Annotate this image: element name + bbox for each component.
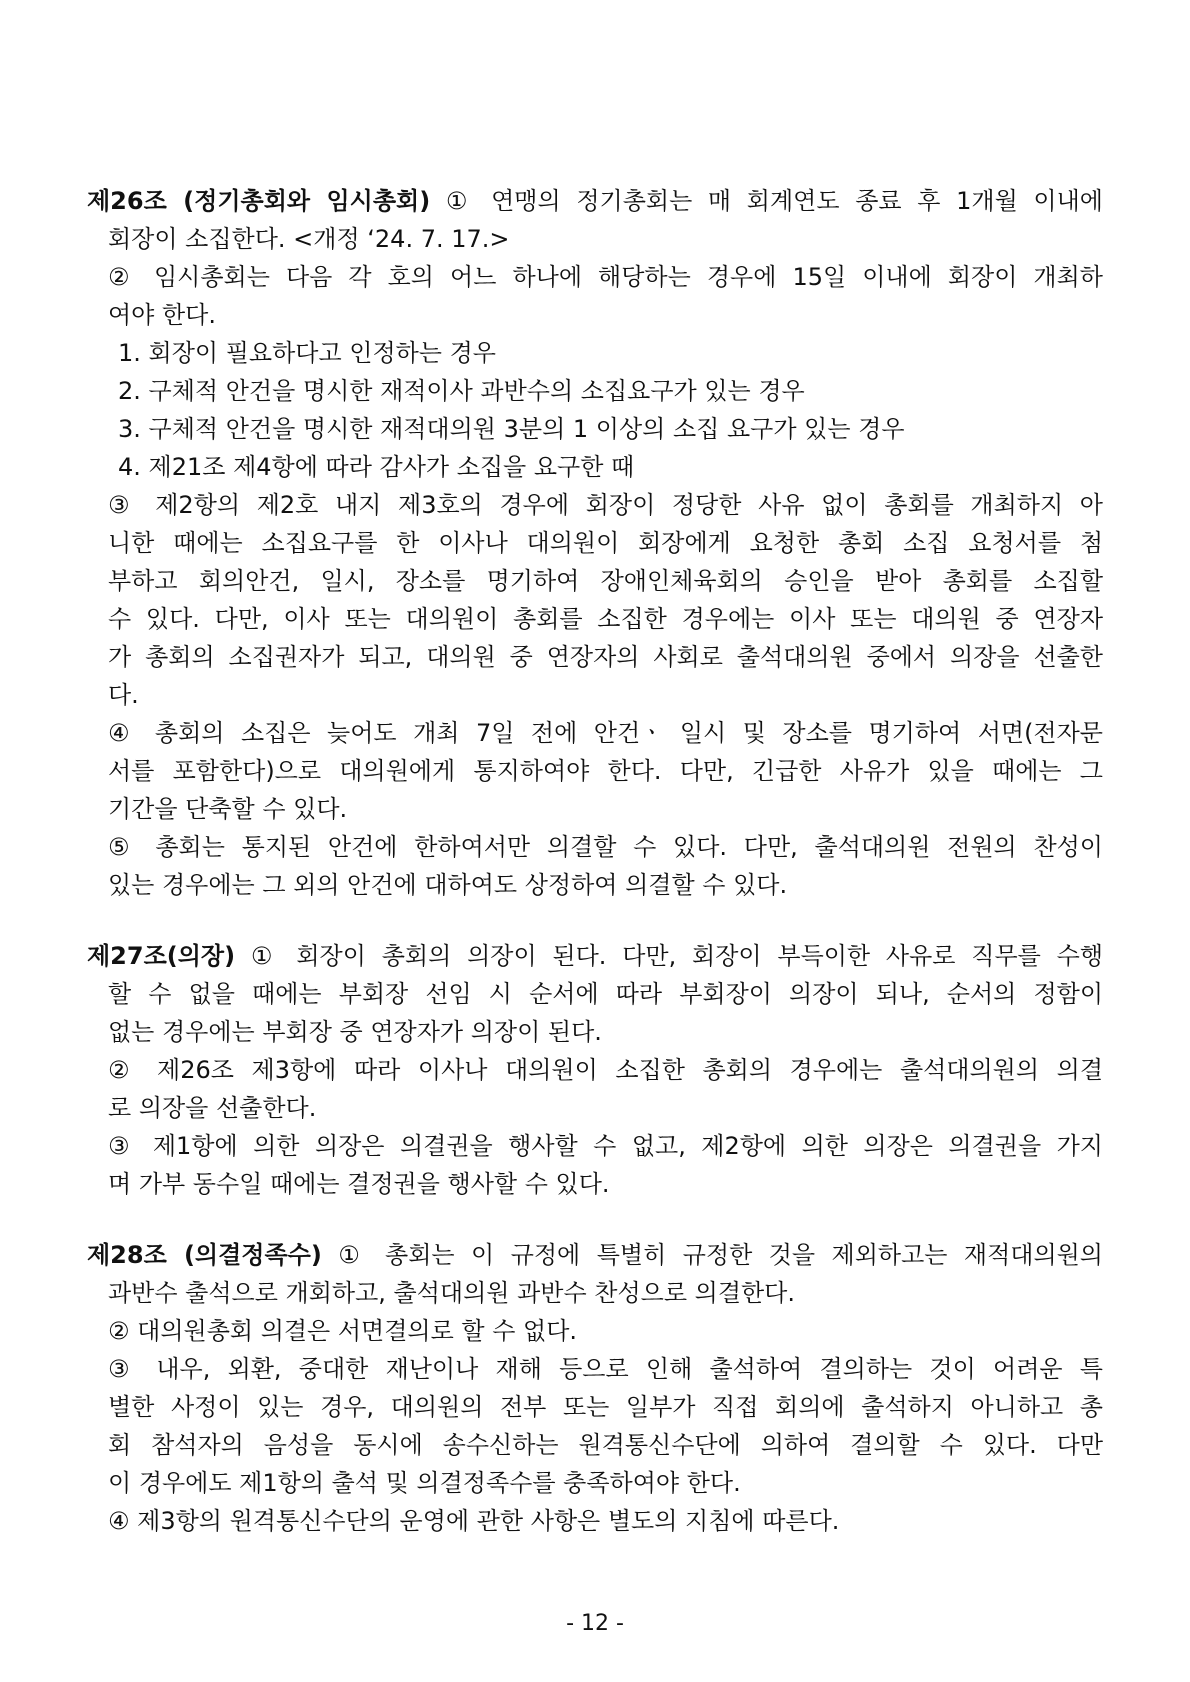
- article-26-line: ④ 총회의 소집은 늦어도 개최 7일 전에 안건ㆍ 일시 및 장소를 명기하여 서면(전자문: [108, 719, 1103, 747]
- article-26-line: 수 있다. 다만, 이사 또는 대의원이 총회를 소집한 경우에는 이사 또는 대의원 중 연장자: [108, 605, 1103, 633]
- article-27-heading-line: [87, 937, 1103, 975]
- article-26-line: 있는 경우에는 그 외의 안건에 대하여도 상정하여 의결할 수 있다.: [108, 871, 788, 899]
- article-26-line: 여야 한다.: [108, 301, 216, 329]
- article-26-line: 기간을 단축할 수 있다.: [108, 795, 348, 823]
- article-28-line: ② 대의원총회 의결은 서면결의로 할 수 없다.: [108, 1317, 578, 1345]
- article-26-line: ③ 제2항의 제2호 내지 제3호의 경우에 회장이 정당한 사유 없이 총회를 개최하지 아: [108, 491, 1103, 519]
- article-26-list-item: 3. 구체적 안건을 명시한 재적대의원 3분의 1 이상의 소집 요구가 있는 경우: [118, 415, 905, 443]
- article-27-line: ③ 제1항에 의한 의장은 의결권을 행사할 수 없고, 제2항에 의한 의장은 의결권을 가지: [108, 1132, 1103, 1160]
- article-27-line: 없는 경우에는 부회장 중 연장자가 의장이 된다.: [108, 1018, 602, 1046]
- article-27-line: 할 수 없을 때에는 부회장 선임 시 순서에 따라 부회장이 의장이 되나, 순서의 정함이: [108, 980, 1103, 1008]
- article-28-heading-line: [87, 1236, 1103, 1274]
- article-28-text: ① 총회는 이 규정에 특별히 규정한 것을 제외하고는 재적대의원의: [321, 1241, 1103, 1269]
- article-28-line: ④ 제3항의 원격통신수단의 운영에 관한 사항은 별도의 지침에 따른다.: [108, 1507, 840, 1535]
- article-28-line: 이 경우에도 제1항의 출석 및 의결정족수를 충족하여야 한다.: [108, 1469, 741, 1497]
- article-28-line: ③ 내우, 외환, 중대한 재난이나 재해 등으로 인해 출석하여 결의하는 것이 어려운 특: [108, 1355, 1103, 1383]
- article-26-heading-line: [87, 182, 1103, 220]
- article-26-line: 회장이 소집한다. <개정 ‘24. 7. 17.>: [108, 225, 510, 253]
- article-26-line: 부하고 회의안건, 일시, 장소를 명기하여 장애인체육회의 승인을 받아 총회를 소집할: [108, 567, 1103, 595]
- article-26-list-item: 2. 구체적 안건을 명시한 재적이사 과반수의 소집요구가 있는 경우: [118, 377, 805, 405]
- article-26-line: 가 총회의 소집권자가 되고, 대의원 중 연장자의 사회로 출석대의원 중에서 의장을 선출한: [108, 643, 1103, 671]
- article-26-line: ② 임시총회는 다음 각 호의 어느 하나에 해당하는 경우에 15일 이내에 회장이 개최하: [108, 263, 1103, 291]
- article-27-line: ② 제26조 제3항에 따라 이사나 대의원이 소집한 총회의 경우에는 출석대의원의 의결: [108, 1056, 1103, 1084]
- article-26-line: ⑤ 총회는 통지된 안건에 한하여서만 의결할 수 있다. 다만, 출석대의원 전원의 찬성이: [108, 833, 1103, 861]
- article-26-line: 다.: [108, 681, 139, 709]
- article-28-line: 회 참석자의 음성을 동시에 송수신하는 원격통신수단에 의하여 결의할 수 있다. 다만: [108, 1431, 1103, 1459]
- article-27-line: 며 가부 동수일 때에는 결정권을 행사할 수 있다.: [108, 1170, 610, 1198]
- article-26-list-item: 4. 제21조 제4항에 따라 감사가 소집을 요구한 때: [118, 453, 635, 481]
- article-26-line: 서를 포함한다)으로 대의원에게 통지하여야 한다. 다만, 긴급한 사유가 있을 때에는 그: [108, 757, 1103, 785]
- article-26-list-item: 1. 회장이 필요하다고 인정하는 경우: [118, 339, 496, 367]
- article-27-text: ① 회장이 총회의 의장이 된다. 다만, 회장이 부득이한 사유로 직무를 수행: [235, 942, 1103, 970]
- page-number: - 12 -: [566, 1611, 624, 1636]
- article-28-line: 별한 사정이 있는 경우, 대의원의 전부 또는 일부가 직접 회의에 출석하지 아니하고 총: [108, 1393, 1103, 1421]
- article-26-text: ① 연맹의 정기총회는 매 회계연도 종료 후 1개월 이내에: [430, 187, 1103, 215]
- article-26-line: 니한 때에는 소집요구를 한 이사나 대의원이 회장에게 요청한 총회 소집 요청서를 첨: [108, 529, 1103, 557]
- article-26-heading: 제26조 (정기총회와 임시총회): [87, 187, 431, 215]
- article-28-heading: 제28조 (의결정족수): [87, 1241, 322, 1269]
- article-27-line: 로 의장을 선출한다.: [108, 1094, 317, 1122]
- article-28-line: 과반수 출석으로 개회하고, 출석대의원 과반수 찬성으로 의결한다.: [108, 1279, 795, 1307]
- article-27-heading: 제27조(의장): [87, 942, 236, 970]
